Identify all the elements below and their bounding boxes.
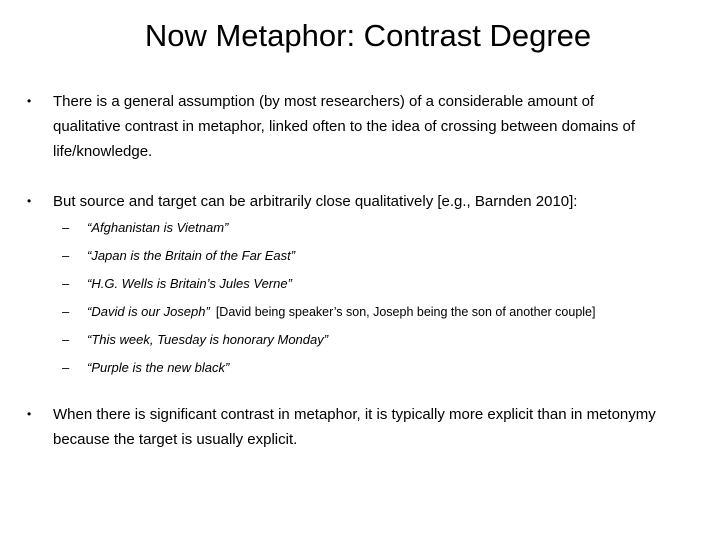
bullet-marker: • [27,194,32,208]
example-item [0,246,720,266]
example-text [87,302,596,322]
example-text [87,218,228,238]
bullet-marker: • [27,94,32,108]
example-quote: “Japan is the Britain of the Far East” [87,248,296,263]
example-quote: “Afghanistan is Vietnam” [87,220,229,235]
example-item [0,358,720,378]
example-quote: “David is our Joseph” [87,304,210,319]
example-text [87,274,292,294]
example-quote: “Purple is the new black” [87,360,230,375]
example-item [0,218,720,238]
bullet-text: But source and target can be arbitrarily close qualitatively [e.g., Barnden 2010]: [53,193,578,210]
dash-marker: – [62,332,70,347]
slide-title: Now Metaphor: Contrast Degree [144,18,592,53]
example-note: [David being speaker’s son, Joseph being the son of another couple] [215,305,596,319]
example-quote: “H.G. Wells is Britain’s Jules Verne” [87,276,292,291]
example-item [0,274,720,294]
example-text [87,358,229,378]
dash-marker: – [62,220,70,235]
bullet-text: When there is significant contrast in metaphor, it is typically more explicit than in metonymy because the target is usually explicit. [53,406,656,448]
dash-marker: – [62,248,70,263]
dash-marker: – [62,360,70,375]
example-item [0,302,720,322]
dash-marker: – [62,304,70,319]
bullet-text: There is a general assumption (by most researchers) of a considerable amount of qualitative contrast in metaphor, linked often to the idea of crossing between domains of life/knowledge. [53,93,636,160]
bullet-marker: • [27,407,32,421]
example-text [87,246,295,266]
example-text [87,330,328,350]
dash-marker: – [62,276,70,291]
example-quote: “This week, Tuesday is honorary Monday” [87,332,329,347]
example-item [0,330,720,350]
